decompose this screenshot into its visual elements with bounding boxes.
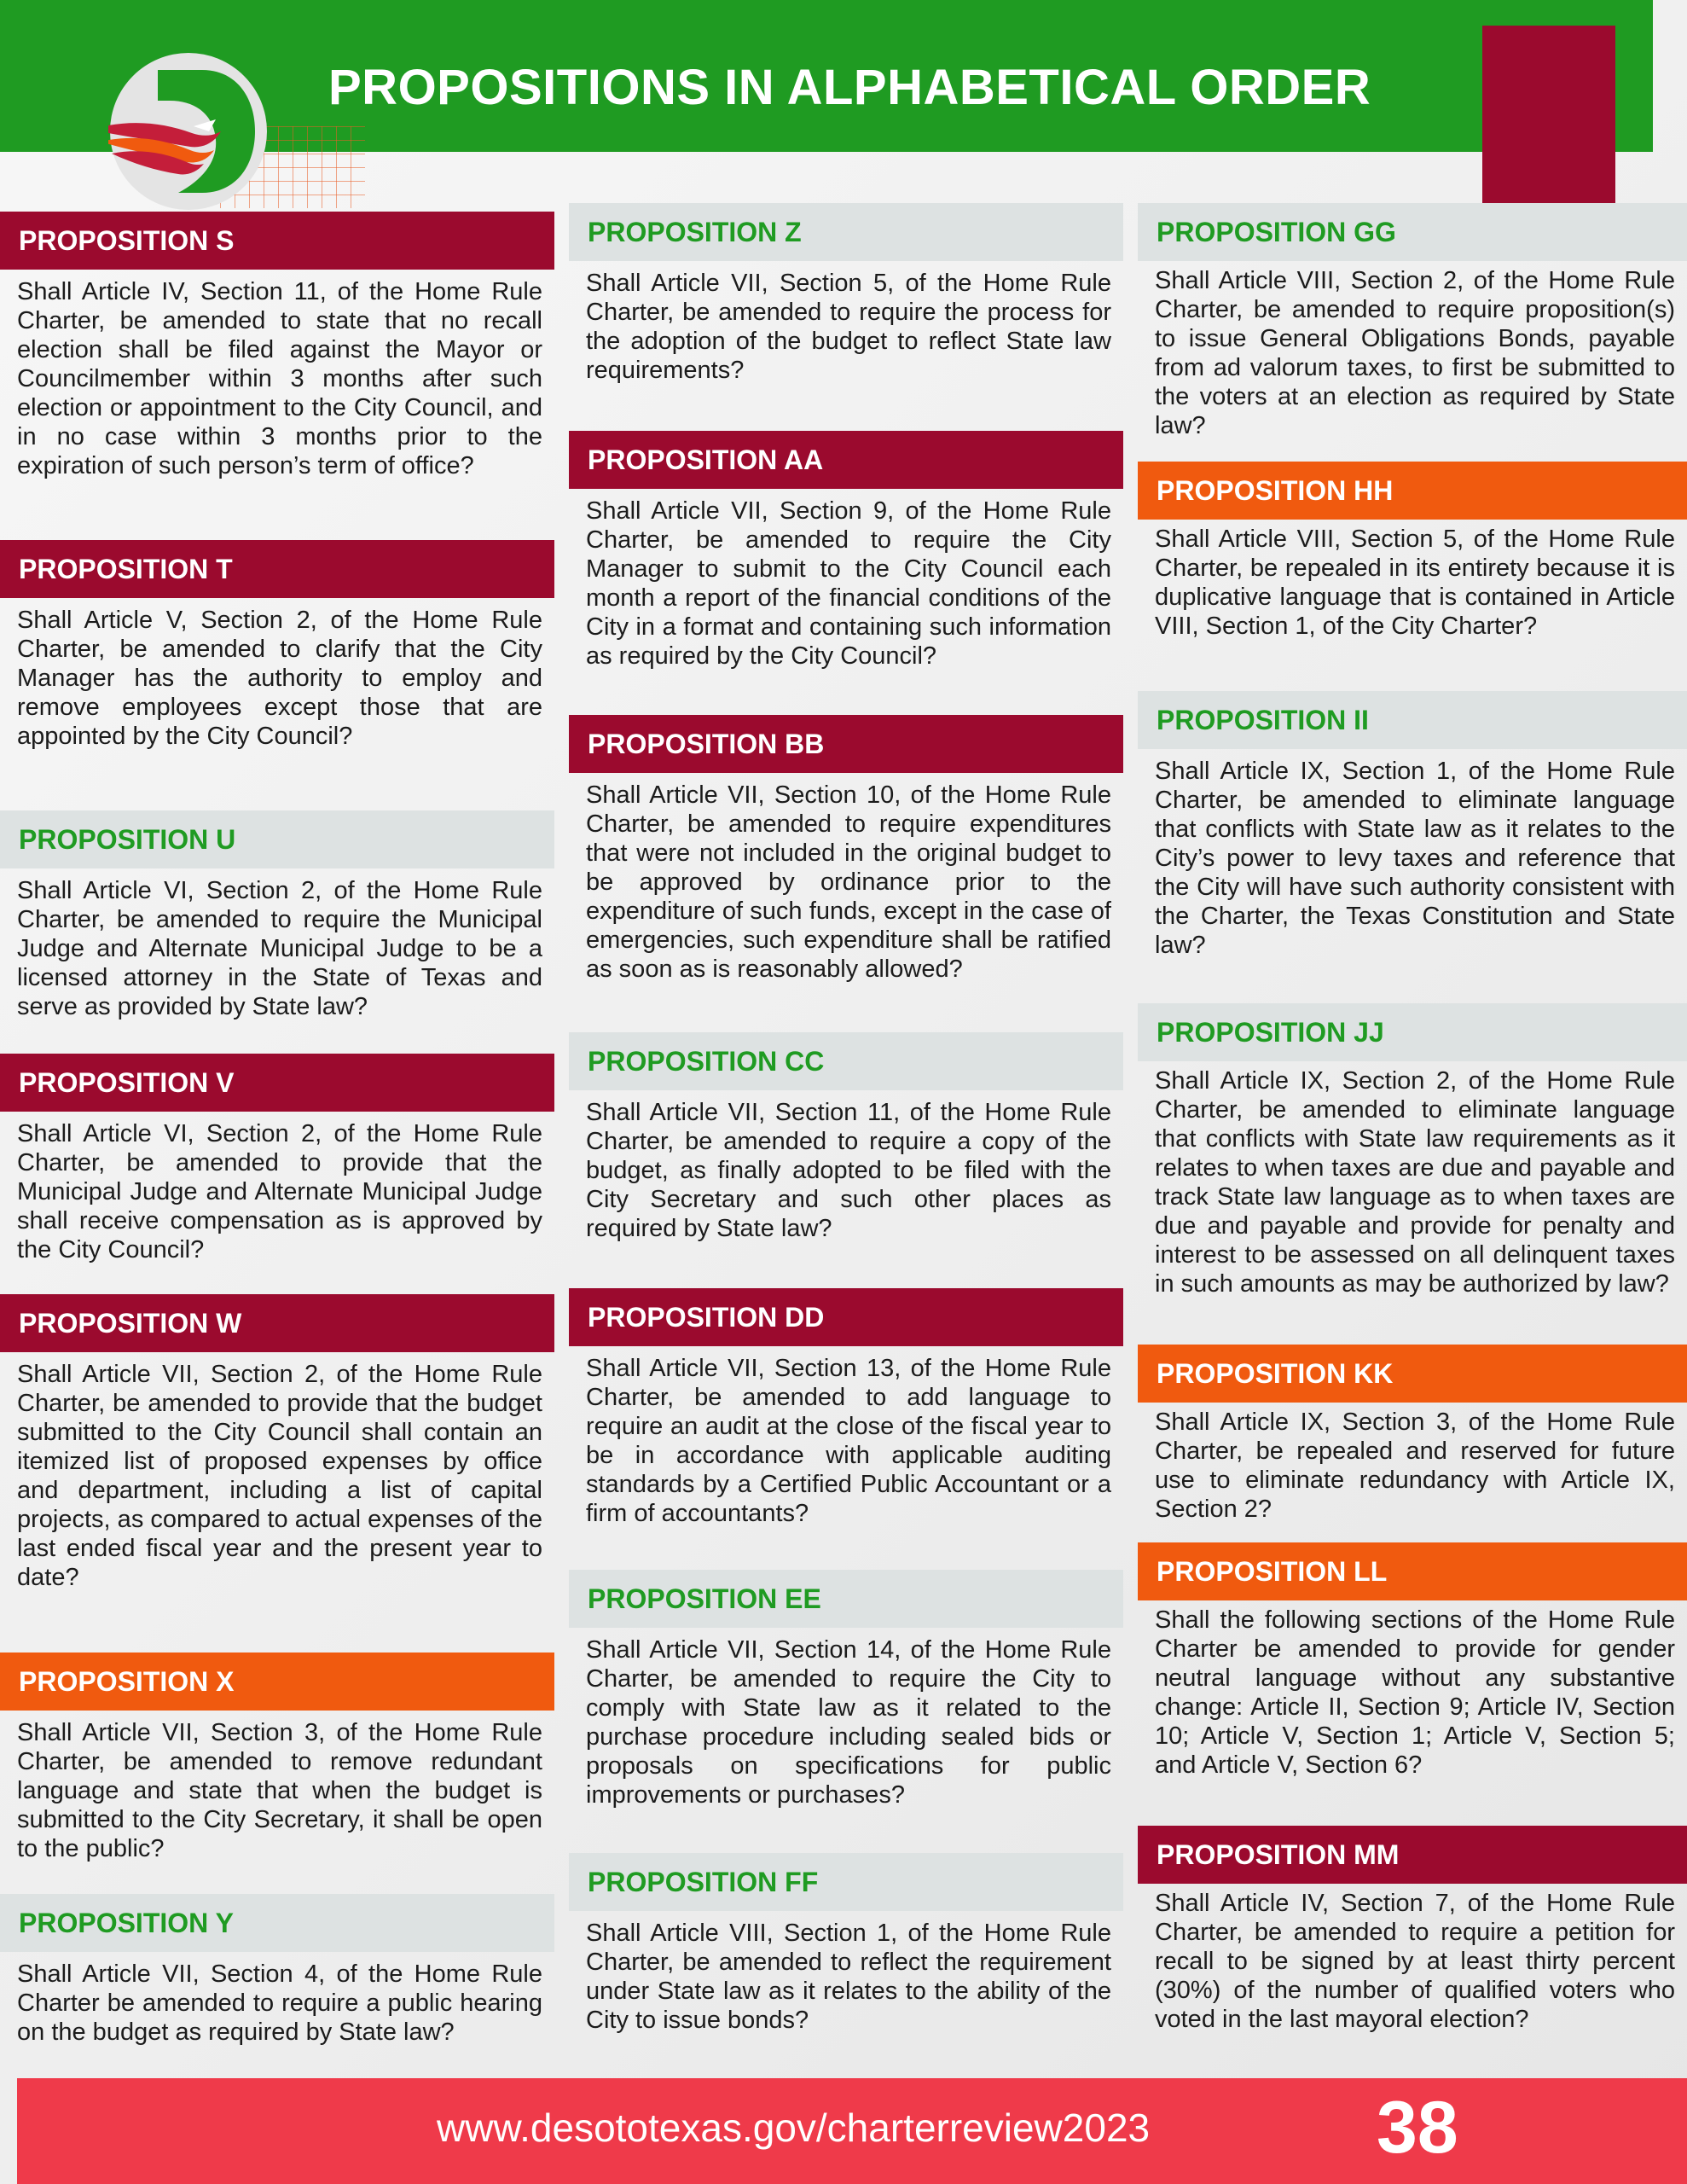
proposition-ff-heading: PROPOSITION FF — [569, 1853, 1123, 1911]
proposition-u-text: Shall Article VI, Section 2, of the Home Rule Charter, be amended to require the Municipal Judge and Alternate Municipal Judge to be a licensed attorney in the State of Texas and serve as provided by State law? — [17, 877, 542, 1020]
proposition-x-text: Shall Article VII, Section 3, of the Home Rule Charter, be amended to remove redundant language and state that when the budget is submitted to the City Secretary, it shall be open to the public? — [17, 1719, 542, 1862]
proposition-hh-heading: PROPOSITION HH — [1138, 462, 1687, 520]
proposition-u-heading: PROPOSITION U — [0, 810, 554, 868]
proposition-kk-text: Shall Article IX, Section 3, of the Home Rule Charter, be repealed and reserved for future use to eliminate redundancy with Article IX, Section 2? — [1155, 1409, 1675, 1523]
header-accent-tab — [1482, 26, 1615, 203]
proposition-ll-heading: PROPOSITION LL — [1138, 1542, 1687, 1600]
proposition-mm-heading: PROPOSITION MM — [1138, 1826, 1687, 1884]
proposition-w-text: Shall Article VII, Section 2, of the Home Rule Charter, be amended to provide that the budget submitted to the City Council shall contain an itemized list of proposed expenses by office and department, including a list of capital projects, as compared to actual expenses of the last ended fiscal year and the present year to date? — [17, 1361, 542, 1591]
proposition-cc-heading: PROPOSITION CC — [569, 1032, 1123, 1090]
proposition-gg-heading: PROPOSITION GG — [1138, 203, 1687, 261]
proposition-dd-text: Shall Article VII, Section 13, of the Home Rule Charter, be amended to add language to require an audit at the close of the fiscal year to be in accordance with applicable auditing standards by a Certified Public Accountant or a firm of accountants? — [586, 1355, 1111, 1527]
proposition-ii-heading: PROPOSITION II — [1138, 691, 1687, 749]
proposition-ff-text: Shall Article VIII, Section 1, of the Home Rule Charter, be amended to reflect the requirement under State law as it relates to the ability of the City to issue bonds? — [586, 1920, 1111, 2034]
proposition-x-heading: PROPOSITION X — [0, 1653, 554, 1711]
proposition-bb-heading: PROPOSITION BB — [569, 715, 1123, 773]
city-eagle-logo-icon — [108, 51, 269, 212]
proposition-hh-text: Shall Article VIII, Section 5, of the Home Rule Charter, be repealed in its entirety because it is duplicative language that is contained in Article VIII, Section 1, of the City Charter? — [1155, 526, 1675, 640]
proposition-ee-text: Shall Article VII, Section 14, of the Home Rule Charter, be amended to require the City to comply with State law as it related to the purchase procedure including sealed bids or proposals on specifications for public improvements or purchases? — [586, 1636, 1111, 1809]
page-title: PROPOSITIONS IN ALPHABETICAL ORDER — [328, 60, 1371, 115]
proposition-t-text: Shall Article V, Section 2, of the Home Rule Charter, be amended to clarify that the City Manager has the authority to employ and remove employees except those that are appointed by the City Council? — [17, 607, 542, 750]
proposition-ii-text: Shall Article IX, Section 1, of the Home Rule Charter, be amended to eliminate language that conflicts with State law as it relates to the City’s power to levy taxes and reference that the City will have such authority consistent with the Charter, the Texas Constitution and State law? — [1155, 758, 1675, 959]
proposition-t-heading: PROPOSITION T — [0, 540, 554, 598]
proposition-jj-heading: PROPOSITION JJ — [1138, 1003, 1687, 1061]
proposition-jj-text: Shall Article IX, Section 2, of the Home Rule Charter, be amended to eliminate language that conflicts with State law requirements as it relates to when taxes are due and payable and track State law language as to when taxes are due and payable and provide for penalty and interest to be assessed on all delinquent taxes in such amounts as may be authorized by law? — [1155, 1067, 1675, 1298]
proposition-mm-text: Shall Article IV, Section 7, of the Home Rule Charter, be amended to require a petition for recall to be signed by at least thirty percent (30%) of the number of qualified voters who voted in the last mayoral election? — [1155, 1890, 1675, 2033]
proposition-y-heading: PROPOSITION Y — [0, 1894, 554, 1952]
proposition-v-heading: PROPOSITION V — [0, 1054, 554, 1112]
proposition-cc-text: Shall Article VII, Section 11, of the Home Rule Charter, be amended to require a copy of the budget, as finally adopted to be filed with the City Secretary and such other places as required by State law? — [586, 1099, 1111, 1242]
proposition-s-heading: PROPOSITION S — [0, 212, 554, 270]
proposition-ll-text: Shall the following sections of the Home Rule Charter be amended to provide for gender neutral language without any substantive change: Article II, Section 9; Article IV, Section 10; Article V, Section 1; Article V, Section 5; and Article V, Section 6? — [1155, 1606, 1675, 1779]
proposition-gg-text: Shall Article VIII, Section 2, of the Home Rule Charter, be amended to require proposition(s) to issue General Obligations Bonds, payable from ad valorum taxes, to first be submitted to the voters at an election as required by State law? — [1155, 267, 1675, 439]
proposition-ee-heading: PROPOSITION EE — [569, 1570, 1123, 1628]
proposition-aa-heading: PROPOSITION AA — [569, 431, 1123, 489]
proposition-bb-text: Shall Article VII, Section 10, of the Home Rule Charter, be amended to require expenditures that were not included in the original budget to be approved by ordinance prior to the expenditure of such funds, except in the case of emergencies, such expenditure shall be ratified as soon as is reasonably allowed? — [586, 781, 1111, 983]
proposition-kk-heading: PROPOSITION KK — [1138, 1345, 1687, 1403]
proposition-z-heading: PROPOSITION Z — [569, 203, 1123, 261]
proposition-w-heading: PROPOSITION W — [0, 1294, 554, 1352]
proposition-y-text: Shall Article VII, Section 4, of the Home Rule Charter be amended to require a public hearing on the budget as required by State law? — [17, 1960, 542, 2046]
page-number: 38 — [1377, 2087, 1458, 2169]
proposition-v-text: Shall Article VI, Section 2, of the Home Rule Charter, be amended to provide that the Municipal Judge and Alternate Municipal Judge shall receive compensation as is approved by the City Council? — [17, 1120, 542, 1263]
proposition-z-text: Shall Article VII, Section 5, of the Home Rule Charter, be amended to require the process for the adoption of the budget to reflect State law requirements? — [586, 270, 1111, 384]
proposition-s-text: Shall Article IV, Section 11, of the Home Rule Charter, be amended to state that no recall election shall be filed against the Mayor or Councilmember within 3 months after such election or appointment to the City Council, and in no case within 3 months prior to the expiration of such person’s term of office? — [17, 278, 542, 479]
proposition-dd-heading: PROPOSITION DD — [569, 1288, 1123, 1346]
footer-url: www.desototexas.gov/charterreview2023 — [437, 2106, 1151, 2150]
proposition-aa-text: Shall Article VII, Section 9, of the Home Rule Charter, be amended to require the City Manager to submit to the City Council each month a report of the financial conditions of the City in a format and containing such information as required by the City Council? — [586, 497, 1111, 670]
